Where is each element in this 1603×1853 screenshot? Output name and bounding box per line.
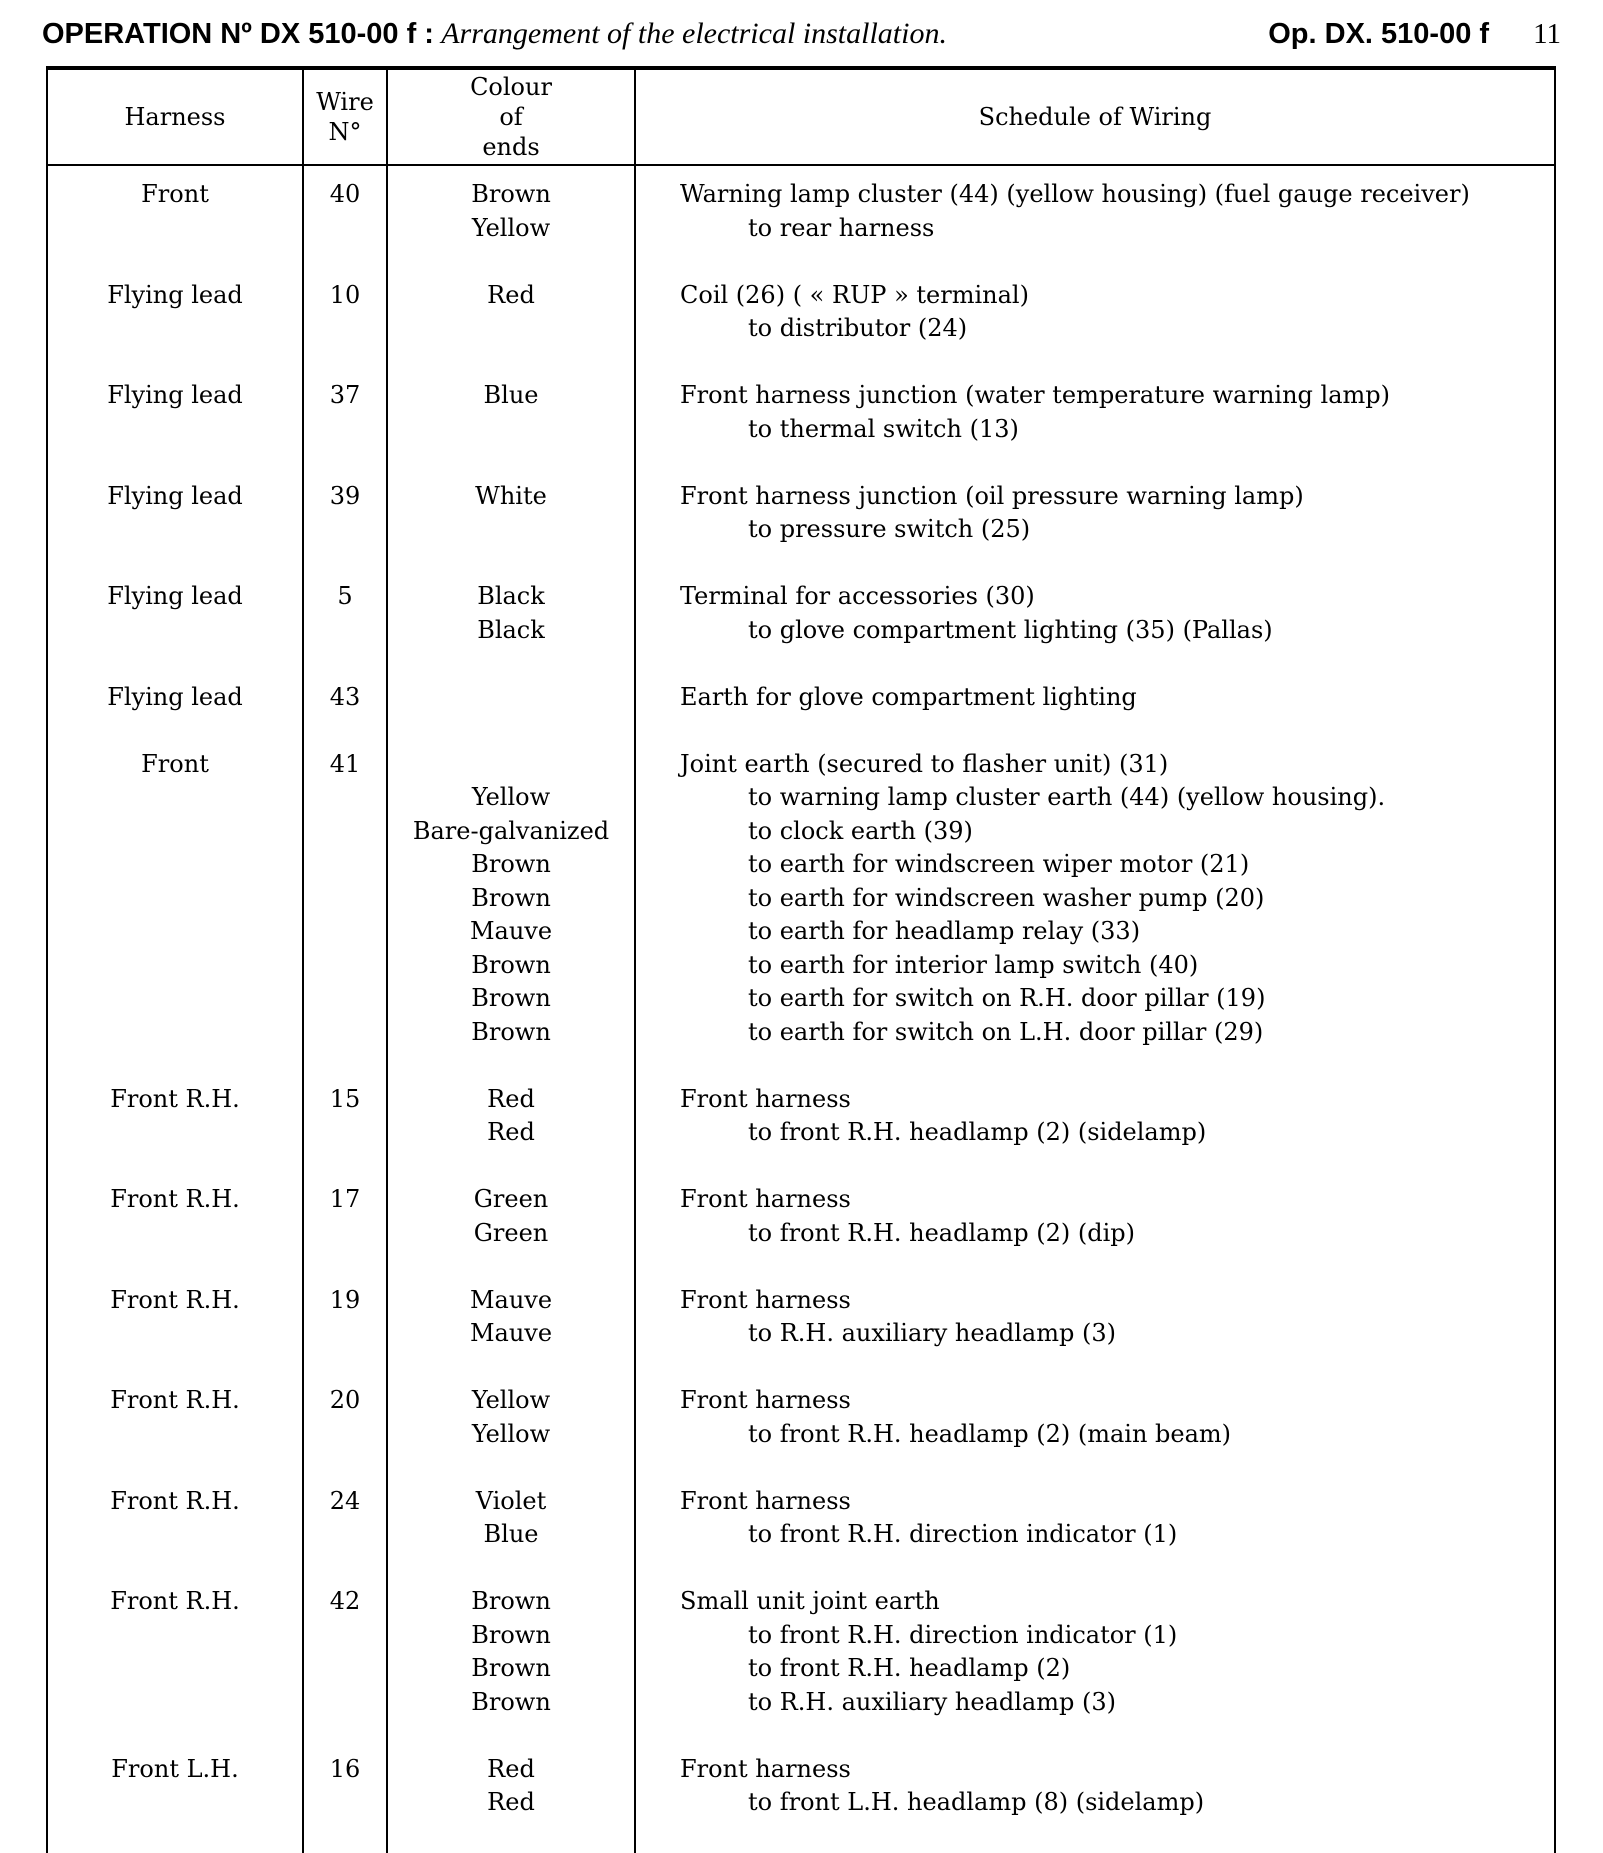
operation-code: Op. DX. 510-00 f — [1268, 18, 1489, 50]
schedule-to: to front R.H. headlamp (2) (main beam) — [680, 1418, 1554, 1452]
table-row — [47, 178, 1555, 279]
wire-number-cell — [303, 748, 387, 1083]
header-colour-of-ends — [387, 68, 635, 165]
harness-cell — [47, 1183, 303, 1284]
colour-cell — [387, 1585, 635, 1753]
colour-of-end: Brown — [388, 882, 634, 916]
wire-number: 40 — [304, 178, 386, 212]
colour-of-end: Brown — [388, 1686, 634, 1720]
schedule-from: Warning lamp cluster (44) (yellow housing) (fuel gauge receiver) — [680, 178, 1554, 212]
harness-cell — [47, 580, 303, 681]
wire-number: 39 — [304, 480, 386, 514]
schedule-from: Front harness junction (water temperature warning lamp) — [680, 379, 1554, 413]
wire-number: 10 — [304, 279, 386, 313]
colour-of-end: Yellow — [388, 1418, 634, 1452]
colour-cell — [387, 681, 635, 748]
colour-cell — [387, 580, 635, 681]
schedule-cell — [635, 1284, 1555, 1385]
harness-cell — [47, 1753, 303, 1853]
harness-cell — [47, 1083, 303, 1184]
wire-number-cell — [303, 1183, 387, 1284]
schedule-from: Joint earth (secured to flasher unit) (31) — [680, 748, 1554, 782]
harness-name: Front R.H. — [48, 1384, 302, 1418]
page-reference — [1268, 12, 1561, 61]
schedule-to: to front R.H. direction indicator (1) — [680, 1619, 1554, 1653]
wire-number: 5 — [304, 580, 386, 614]
wiring-schedule-table — [46, 66, 1556, 1853]
colour-of-end: Brown — [388, 1585, 634, 1619]
colour-of-end: Violet — [388, 1485, 634, 1519]
colour-cell — [387, 178, 635, 279]
schedule-to: to earth for switch on R.H. door pillar (19) — [680, 982, 1554, 1016]
harness-name: Front R.H. — [48, 1083, 302, 1117]
harness-name: Flying lead — [48, 480, 302, 514]
colour-of-end: Red — [388, 1083, 634, 1117]
wire-number-cell — [303, 1485, 387, 1586]
colour-of-end: Blue — [388, 1518, 634, 1552]
harness-name: Flying lead — [48, 379, 302, 413]
wire-number: 15 — [304, 1083, 386, 1117]
schedule-cell — [635, 480, 1555, 581]
schedule-from: Front harness — [680, 1485, 1554, 1519]
header-colour-line2: of — [388, 102, 634, 132]
schedule-cell — [635, 1384, 1555, 1485]
wire-number-cell — [303, 1753, 387, 1853]
harness-name: Front R.H. — [48, 1485, 302, 1519]
schedule-cell — [635, 681, 1555, 748]
wire-number-cell — [303, 1384, 387, 1485]
schedule-cell — [635, 1083, 1555, 1184]
wire-number-cell — [303, 379, 387, 480]
wire-number: 37 — [304, 379, 386, 413]
wire-number-cell — [303, 1284, 387, 1385]
wire-number-cell — [303, 580, 387, 681]
schedule-to: to earth for windscreen washer pump (20) — [680, 882, 1554, 916]
table-row — [47, 748, 1555, 1083]
schedule-to: to earth for windscreen wiper motor (21) — [680, 848, 1554, 882]
schedule-to: to R.H. auxiliary headlamp (3) — [680, 1686, 1554, 1720]
colour-cell — [387, 748, 635, 1083]
colour-of-end: Mauve — [388, 1284, 634, 1318]
colour-of-end — [388, 748, 634, 782]
colour-of-end: Red — [388, 1786, 634, 1820]
table-header-row — [47, 68, 1555, 165]
harness-name: Flying lead — [48, 279, 302, 313]
colour-cell — [387, 379, 635, 480]
colour-cell — [387, 1083, 635, 1184]
harness-name: Front — [48, 178, 302, 212]
schedule-to: to front R.H. direction indicator (1) — [680, 1518, 1554, 1552]
wire-number: 24 — [304, 1485, 386, 1519]
table-row — [47, 1284, 1555, 1385]
colour-of-end: Brown — [388, 848, 634, 882]
colour-of-end: Green — [388, 1217, 634, 1251]
colour-of-end: Mauve — [388, 1317, 634, 1351]
schedule-to: to thermal switch (13) — [680, 413, 1554, 447]
schedule-to: to glove compartment lighting (35) (Pallas) — [680, 614, 1554, 648]
wire-number: 41 — [304, 748, 386, 782]
table-row — [47, 1384, 1555, 1485]
colour-of-end: Brown — [388, 1652, 634, 1686]
schedule-cell — [635, 1585, 1555, 1753]
harness-name: Front R.H. — [48, 1585, 302, 1619]
wire-number: 43 — [304, 681, 386, 715]
table-row — [47, 1183, 1555, 1284]
schedule-cell — [635, 279, 1555, 380]
colour-of-end: White — [388, 480, 634, 514]
wire-number: 42 — [304, 1585, 386, 1619]
colour-of-end: Brown — [388, 178, 634, 212]
wire-number: 17 — [304, 1183, 386, 1217]
harness-cell — [47, 480, 303, 581]
operation-description: Arrangement of the electrical installation. — [441, 17, 947, 50]
colour-of-end: Brown — [388, 949, 634, 983]
schedule-cell — [635, 748, 1555, 1083]
schedule-to: to distributor (24) — [680, 312, 1554, 346]
header-wire-line1: Wire — [304, 87, 386, 117]
table-row — [47, 1485, 1555, 1586]
harness-cell — [47, 379, 303, 480]
harness-name: Flying lead — [48, 580, 302, 614]
wire-number: 19 — [304, 1284, 386, 1318]
colour-cell — [387, 480, 635, 581]
schedule-to: to front L.H. headlamp (8) (sidelamp) — [680, 1786, 1554, 1820]
colour-cell — [387, 1485, 635, 1586]
wire-number-cell — [303, 178, 387, 279]
header-colour-line3: ends — [388, 132, 634, 162]
wire-number-cell — [303, 480, 387, 581]
harness-name: Front L.H. — [48, 1753, 302, 1787]
colour-of-end: Red — [388, 279, 634, 313]
harness-cell — [47, 1485, 303, 1586]
colour-of-end: Yellow — [388, 781, 634, 815]
schedule-to: to earth for headlamp relay (33) — [680, 915, 1554, 949]
schedule-to: to earth for switch on L.H. door pillar (29) — [680, 1016, 1554, 1050]
schedule-to: to warning lamp cluster earth (44) (yellow housing). — [680, 781, 1554, 815]
harness-cell — [47, 178, 303, 279]
colour-of-end: Yellow — [388, 212, 634, 246]
schedule-to: to front R.H. headlamp (2) (dip) — [680, 1217, 1554, 1251]
schedule-from: Front harness — [680, 1753, 1554, 1787]
colour-of-end: Bare-galvanized — [388, 815, 634, 849]
harness-name: Front — [48, 748, 302, 782]
colour-of-end: Red — [388, 1753, 634, 1787]
colour-of-end — [388, 681, 634, 715]
table-row — [47, 1585, 1555, 1753]
schedule-from: Coil (26) ( « RUP » terminal) — [680, 279, 1554, 313]
schedule-cell — [635, 1183, 1555, 1284]
header-wire-line2: N° — [304, 117, 386, 147]
schedule-to: to earth for interior lamp switch (40) — [680, 949, 1554, 983]
schedule-cell — [635, 1753, 1555, 1853]
schedule-from: Front harness junction (oil pressure warning lamp) — [680, 480, 1554, 514]
colour-of-end: Mauve — [388, 915, 634, 949]
colour-of-end: Black — [388, 614, 634, 648]
colour-cell — [387, 279, 635, 380]
colour-cell — [387, 1753, 635, 1853]
colour-of-end: Black — [388, 580, 634, 614]
colour-of-end: Green — [388, 1183, 634, 1217]
schedule-to: to R.H. auxiliary headlamp (3) — [680, 1317, 1554, 1351]
colour-cell — [387, 1183, 635, 1284]
header-wire-number — [303, 68, 387, 165]
colour-of-end: Brown — [388, 982, 634, 1016]
table-row — [47, 681, 1555, 748]
table-row — [47, 279, 1555, 380]
harness-cell — [47, 681, 303, 748]
schedule-to: to pressure switch (25) — [680, 513, 1554, 547]
table-row — [47, 1083, 1555, 1184]
schedule-to: to front R.H. headlamp (2) (sidelamp) — [680, 1116, 1554, 1150]
spacer-row — [47, 165, 1555, 178]
schedule-from: Front harness — [680, 1083, 1554, 1117]
operation-number: OPERATION Nº DX 510-00 f : — [42, 18, 434, 50]
table-row — [47, 379, 1555, 480]
wire-number-cell — [303, 1585, 387, 1753]
schedule-from: Front harness — [680, 1183, 1554, 1217]
page-header — [42, 12, 1561, 56]
header-harness: Harness — [47, 68, 303, 165]
schedule-cell — [635, 379, 1555, 480]
wiring-table-body — [47, 165, 1555, 1853]
schedule-cell — [635, 178, 1555, 279]
harness-cell — [47, 1284, 303, 1385]
header-colour-line1: Colour — [388, 72, 634, 102]
schedule-to: to clock earth (39) — [680, 815, 1554, 849]
operation-heading — [42, 12, 947, 56]
wire-number-cell — [303, 279, 387, 380]
harness-name: Front R.H. — [48, 1284, 302, 1318]
schedule-from: Terminal for accessories (30) — [680, 580, 1554, 614]
schedule-to: to front R.H. headlamp (2) — [680, 1652, 1554, 1686]
schedule-from: Front harness — [680, 1284, 1554, 1318]
table-row — [47, 580, 1555, 681]
schedule-cell — [635, 1485, 1555, 1586]
header-schedule-of-wiring: Schedule of Wiring — [635, 68, 1555, 165]
schedule-to: to rear harness — [680, 212, 1554, 246]
harness-name: Flying lead — [48, 681, 302, 715]
schedule-from: Front harness — [680, 1384, 1554, 1418]
harness-cell — [47, 279, 303, 380]
colour-of-end: Yellow — [388, 1384, 634, 1418]
colour-cell — [387, 1284, 635, 1385]
colour-of-end: Brown — [388, 1016, 634, 1050]
table-row — [47, 480, 1555, 581]
wire-number-cell — [303, 1083, 387, 1184]
colour-cell — [387, 1384, 635, 1485]
wire-number-cell — [303, 681, 387, 748]
schedule-cell — [635, 580, 1555, 681]
harness-name: Front R.H. — [48, 1183, 302, 1217]
table-row — [47, 1753, 1555, 1853]
harness-cell — [47, 1384, 303, 1485]
schedule-from: Earth for glove compartment lighting — [680, 681, 1554, 715]
harness-cell — [47, 748, 303, 1083]
wire-number: 20 — [304, 1384, 386, 1418]
colour-of-end: Brown — [388, 1619, 634, 1653]
colour-of-end: Red — [388, 1116, 634, 1150]
wire-number: 16 — [304, 1753, 386, 1787]
page-number: 11 — [1533, 18, 1561, 50]
harness-cell — [47, 1585, 303, 1753]
colour-of-end: Blue — [388, 379, 634, 413]
schedule-from: Small unit joint earth — [680, 1585, 1554, 1619]
